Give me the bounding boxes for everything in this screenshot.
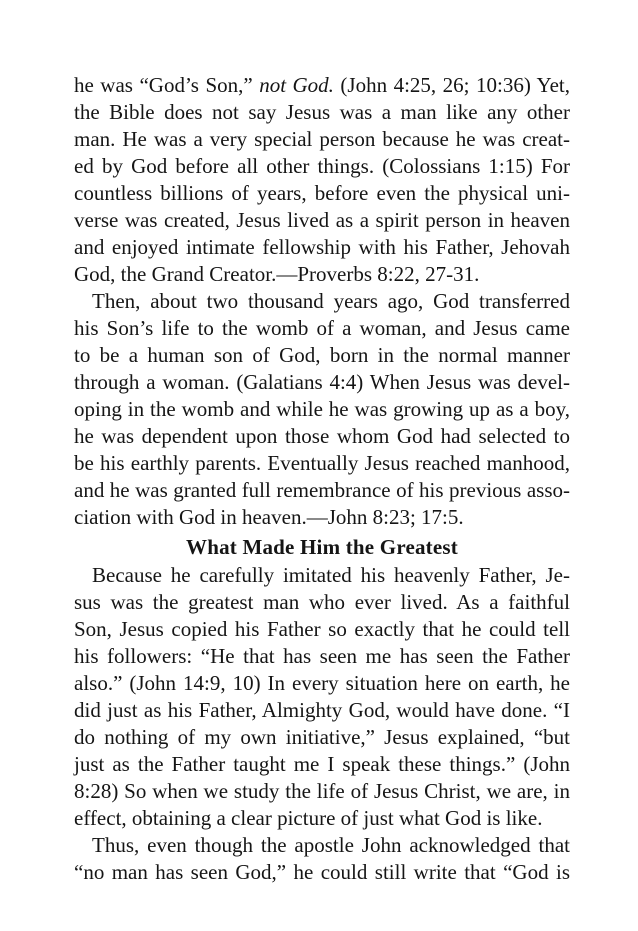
line-text: Son, Jesus copied his Father so exactly that he could tell	[74, 617, 570, 641]
section-before-heading	[74, 72, 570, 531]
text-line	[74, 72, 570, 99]
text-line	[74, 369, 570, 396]
paragraph	[74, 72, 570, 288]
text-line	[74, 616, 570, 643]
line-text: he was “God’s Son,”	[74, 73, 260, 97]
line-text: ciation with God in heaven.—John 8:23; 17:5.	[74, 505, 464, 529]
text-line	[74, 315, 570, 342]
text-line	[74, 832, 570, 859]
text-line	[74, 99, 570, 126]
text-line	[74, 450, 570, 477]
text-line	[74, 342, 570, 369]
text-line	[74, 477, 570, 504]
line-text: through a woman. (Galatians 4:4) When Jesus was devel-	[74, 370, 570, 394]
text-line	[74, 288, 570, 315]
line-text: man. He was a very special person because he was creat-	[74, 127, 570, 151]
line-text: Then, about two thousand years ago, God transferred	[92, 289, 570, 313]
section-heading: What Made Him the Greatest	[186, 535, 458, 559]
line-text: to be a human son of God, born in the normal manner	[74, 343, 570, 367]
text-line	[74, 643, 570, 670]
line-text: 8:28) So when we study the life of Jesus Christ, we are, in	[74, 779, 570, 803]
text-line	[74, 207, 570, 234]
text-line	[74, 589, 570, 616]
text-line	[74, 126, 570, 153]
text-line	[74, 261, 570, 288]
paragraph	[74, 562, 570, 832]
line-text: he was dependent upon those whom God had selected to	[74, 424, 570, 448]
line-text: oping in the womb and while he was growing up as a boy,	[74, 397, 570, 421]
line-text: “no man has seen God,” he could still write that “God is	[74, 860, 570, 884]
text-line	[74, 423, 570, 450]
text-line	[74, 180, 570, 207]
paragraph	[74, 832, 570, 886]
text-line	[74, 234, 570, 261]
line-text: just as the Father taught me I speak these things.” (John	[74, 752, 570, 776]
line-text: Because he carefully imitated his heavenly Father, Je-	[92, 563, 570, 587]
text-line	[74, 724, 570, 751]
line-text: did just as his Father, Almighty God, would have done. “I	[74, 698, 570, 722]
line-text: also.” (John 14:9, 10) In every situation here on earth, he	[74, 671, 570, 695]
line-text: and he was granted full remembrance of his previous asso-	[74, 478, 570, 502]
text-line	[74, 504, 570, 531]
line-text: sus was the greatest man who ever lived. As a faithful	[74, 590, 570, 614]
line-text: the Bible does not say Jesus was a man like any other	[74, 100, 570, 124]
line-text: do nothing of my own initiative,” Jesus explained, “but	[74, 725, 570, 749]
paragraph	[74, 288, 570, 531]
line-text: ed by God before all other things. (Colossians 1:15) For	[74, 154, 570, 178]
line-text: God, the Grand Creator.—Proverbs 8:22, 27-31.	[74, 262, 480, 286]
line-text: Thus, even though the apostle John acknowledged that	[92, 833, 570, 857]
line-text: effect, obtaining a clear picture of just what God is like.	[74, 806, 543, 830]
text-line	[74, 859, 570, 886]
line-text: his Son’s life to the womb of a woman, and Jesus came	[74, 316, 570, 340]
text-line	[74, 670, 570, 697]
text-line	[74, 153, 570, 180]
text-line	[74, 805, 570, 832]
line-text: his followers: “He that has seen me has seen the Father	[74, 644, 570, 668]
line-text: be his earthly parents. Eventually Jesus reached manhood,	[74, 451, 570, 475]
text-line	[74, 396, 570, 423]
italic-text: not God.	[259, 73, 334, 97]
line-text: and enjoyed intimate fellowship with his Father, Jehovah	[74, 235, 570, 259]
body-text	[74, 72, 570, 886]
line-text: (John 4:25, 26; 10:36) Yet,	[333, 73, 570, 97]
text-line	[74, 697, 570, 724]
section-after-heading	[74, 562, 570, 886]
text-line	[74, 778, 570, 805]
text-line	[74, 562, 570, 589]
text-line	[74, 751, 570, 778]
line-text: countless billions of years, before even the physical uni-	[74, 181, 570, 205]
line-text: verse was created, Jesus lived as a spirit person in heaven	[74, 208, 570, 232]
